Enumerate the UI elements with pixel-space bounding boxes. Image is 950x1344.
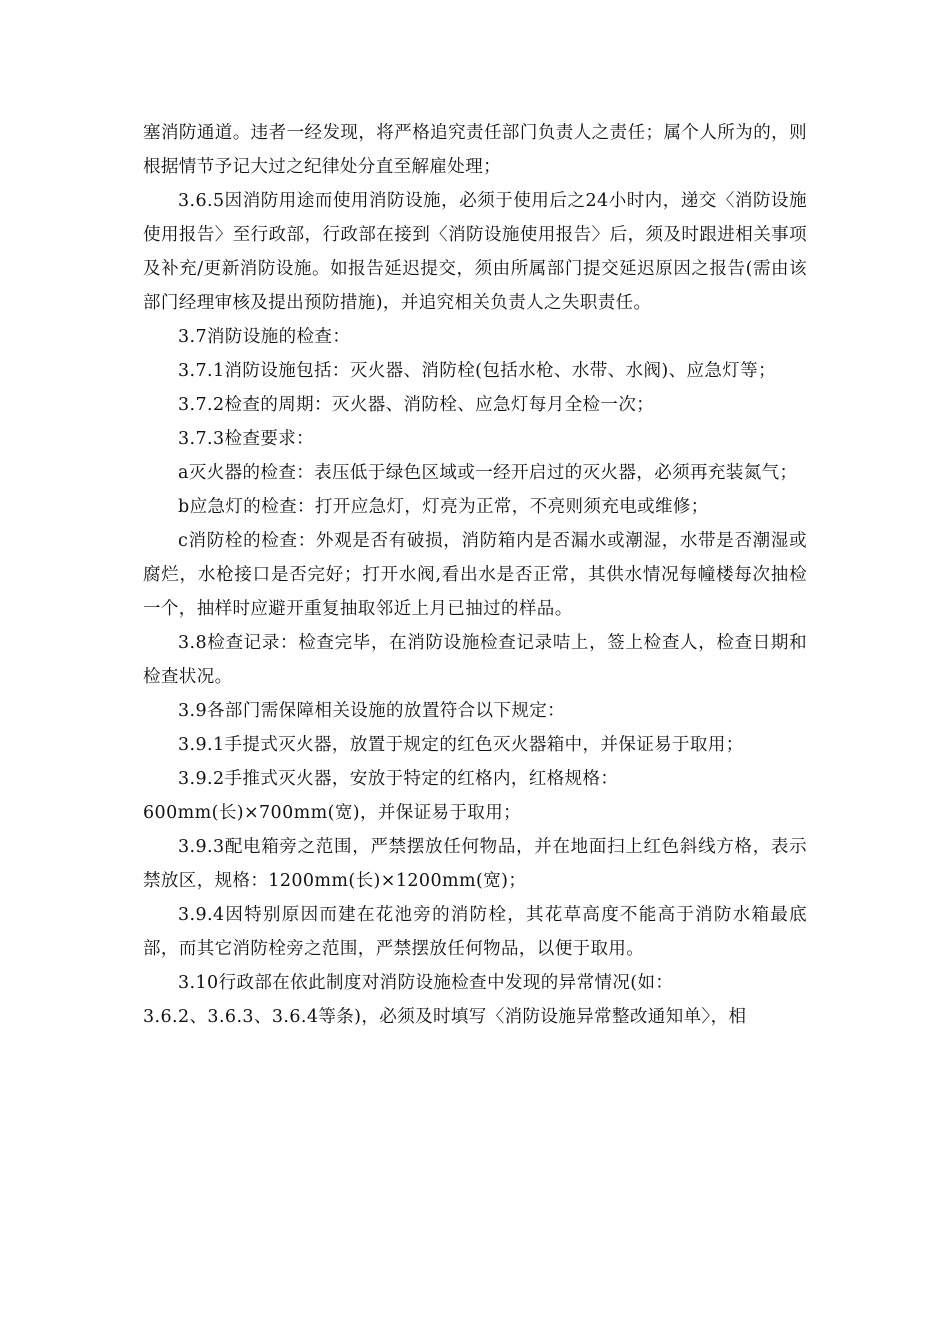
- paragraph-3-9-4: 3.9.4因特别原因而建在花池旁的消防栓，其花草高度不能高于消防水箱最底部，而其它消防栓旁之范围，严禁摆放任何物品，以便于取用。: [143, 905, 807, 959]
- paragraph-3-6-5: 3.6.5因消防用途而使用消防设施，必须于使用后之24小时内，递交〈消防设施使用报告〉至行政部，行政部在接到〈消防设施使用报告〉后，须及时跟进相关事项及补充/更新消防设施。如报告延迟提交，须由所属部门提交延迟原因之报告(需由该部门经理审核及提出预防措施)，并追究相关负责人之失职责任。: [143, 191, 807, 313]
- paragraph-3-9-1: 3.9.1手提式灭火器，放置于规定的红色灭火器箱中，并保证易于取用；: [178, 735, 744, 755]
- paragraph-3-7-3: 3.7.3检查要求：: [178, 429, 315, 449]
- paragraph-3-7: 3.7消防设施的检查：: [178, 327, 351, 347]
- paragraph-3-8: 3.8检查记录：检查完毕，在消防设施检查记录咭上，签上检查人，检查日期和检查状况。: [143, 633, 807, 687]
- paragraph-3-9-2-spec: 600mm(长)×700mm(宽)，并保证易于取用；: [143, 803, 522, 823]
- document-body: [143, 116, 807, 1034]
- paragraph-3-7-1: 3.7.1消防设施包括：灭火器、消防栓(包括水枪、水带、水阀)、应急灯等；: [178, 361, 776, 381]
- paragraph-3-10: 3.10行政部在依此制度对消防设施检查中发现的异常情况(如：: [178, 973, 674, 993]
- paragraph-3-9-3: 3.9.3配电箱旁之范围，严禁摆放任何物品，并在地面扫上红色斜线方格，表示禁放区，规格：1200mm(长)×1200mm(宽)；: [143, 837, 807, 891]
- paragraph-3-9-2: 3.9.2手推式灭火器，安放于特定的红格内，红格规格：: [178, 769, 619, 789]
- paragraph-item-c: c消防栓的检查：外观是否有破损，消防箱内是否漏水或潮湿，水带是否潮湿或腐烂，水枪接口是否完好；打开水阀,看出水是否正常，其供水情况每幢楼每次抽检一个，抽样时应避开重复抽取邻近上月已抽过的样品。: [143, 531, 807, 619]
- paragraph-item-a: a灭火器的检查：表压低于绿色区域或一经开启过的灭火器，必须再充装氮气；: [178, 463, 798, 483]
- paragraph-item-b: b应急灯的检查：打开应急灯，灯亮为正常，不亮则须充电或维修；: [178, 497, 709, 517]
- paragraph-3-10-continued: 3.6.2、3.6.3、3.6.4等条)，必须及时填写〈消防设施异常整改通知单〉，相: [143, 1007, 747, 1027]
- paragraph-3-7-2: 3.7.2检查的周期：灭火器、消防栓、应急灯每月全检一次；: [178, 395, 655, 415]
- paragraph-1: 塞消防通道。违者一经发现，将严格追究责任部门负责人之责任；属个人所为的，则根据情节予记大过之纪律处分直至解雇处理；: [143, 123, 807, 177]
- paragraph-3-9: 3.9各部门需保障相关设施的放置符合以下规定：: [178, 701, 566, 721]
